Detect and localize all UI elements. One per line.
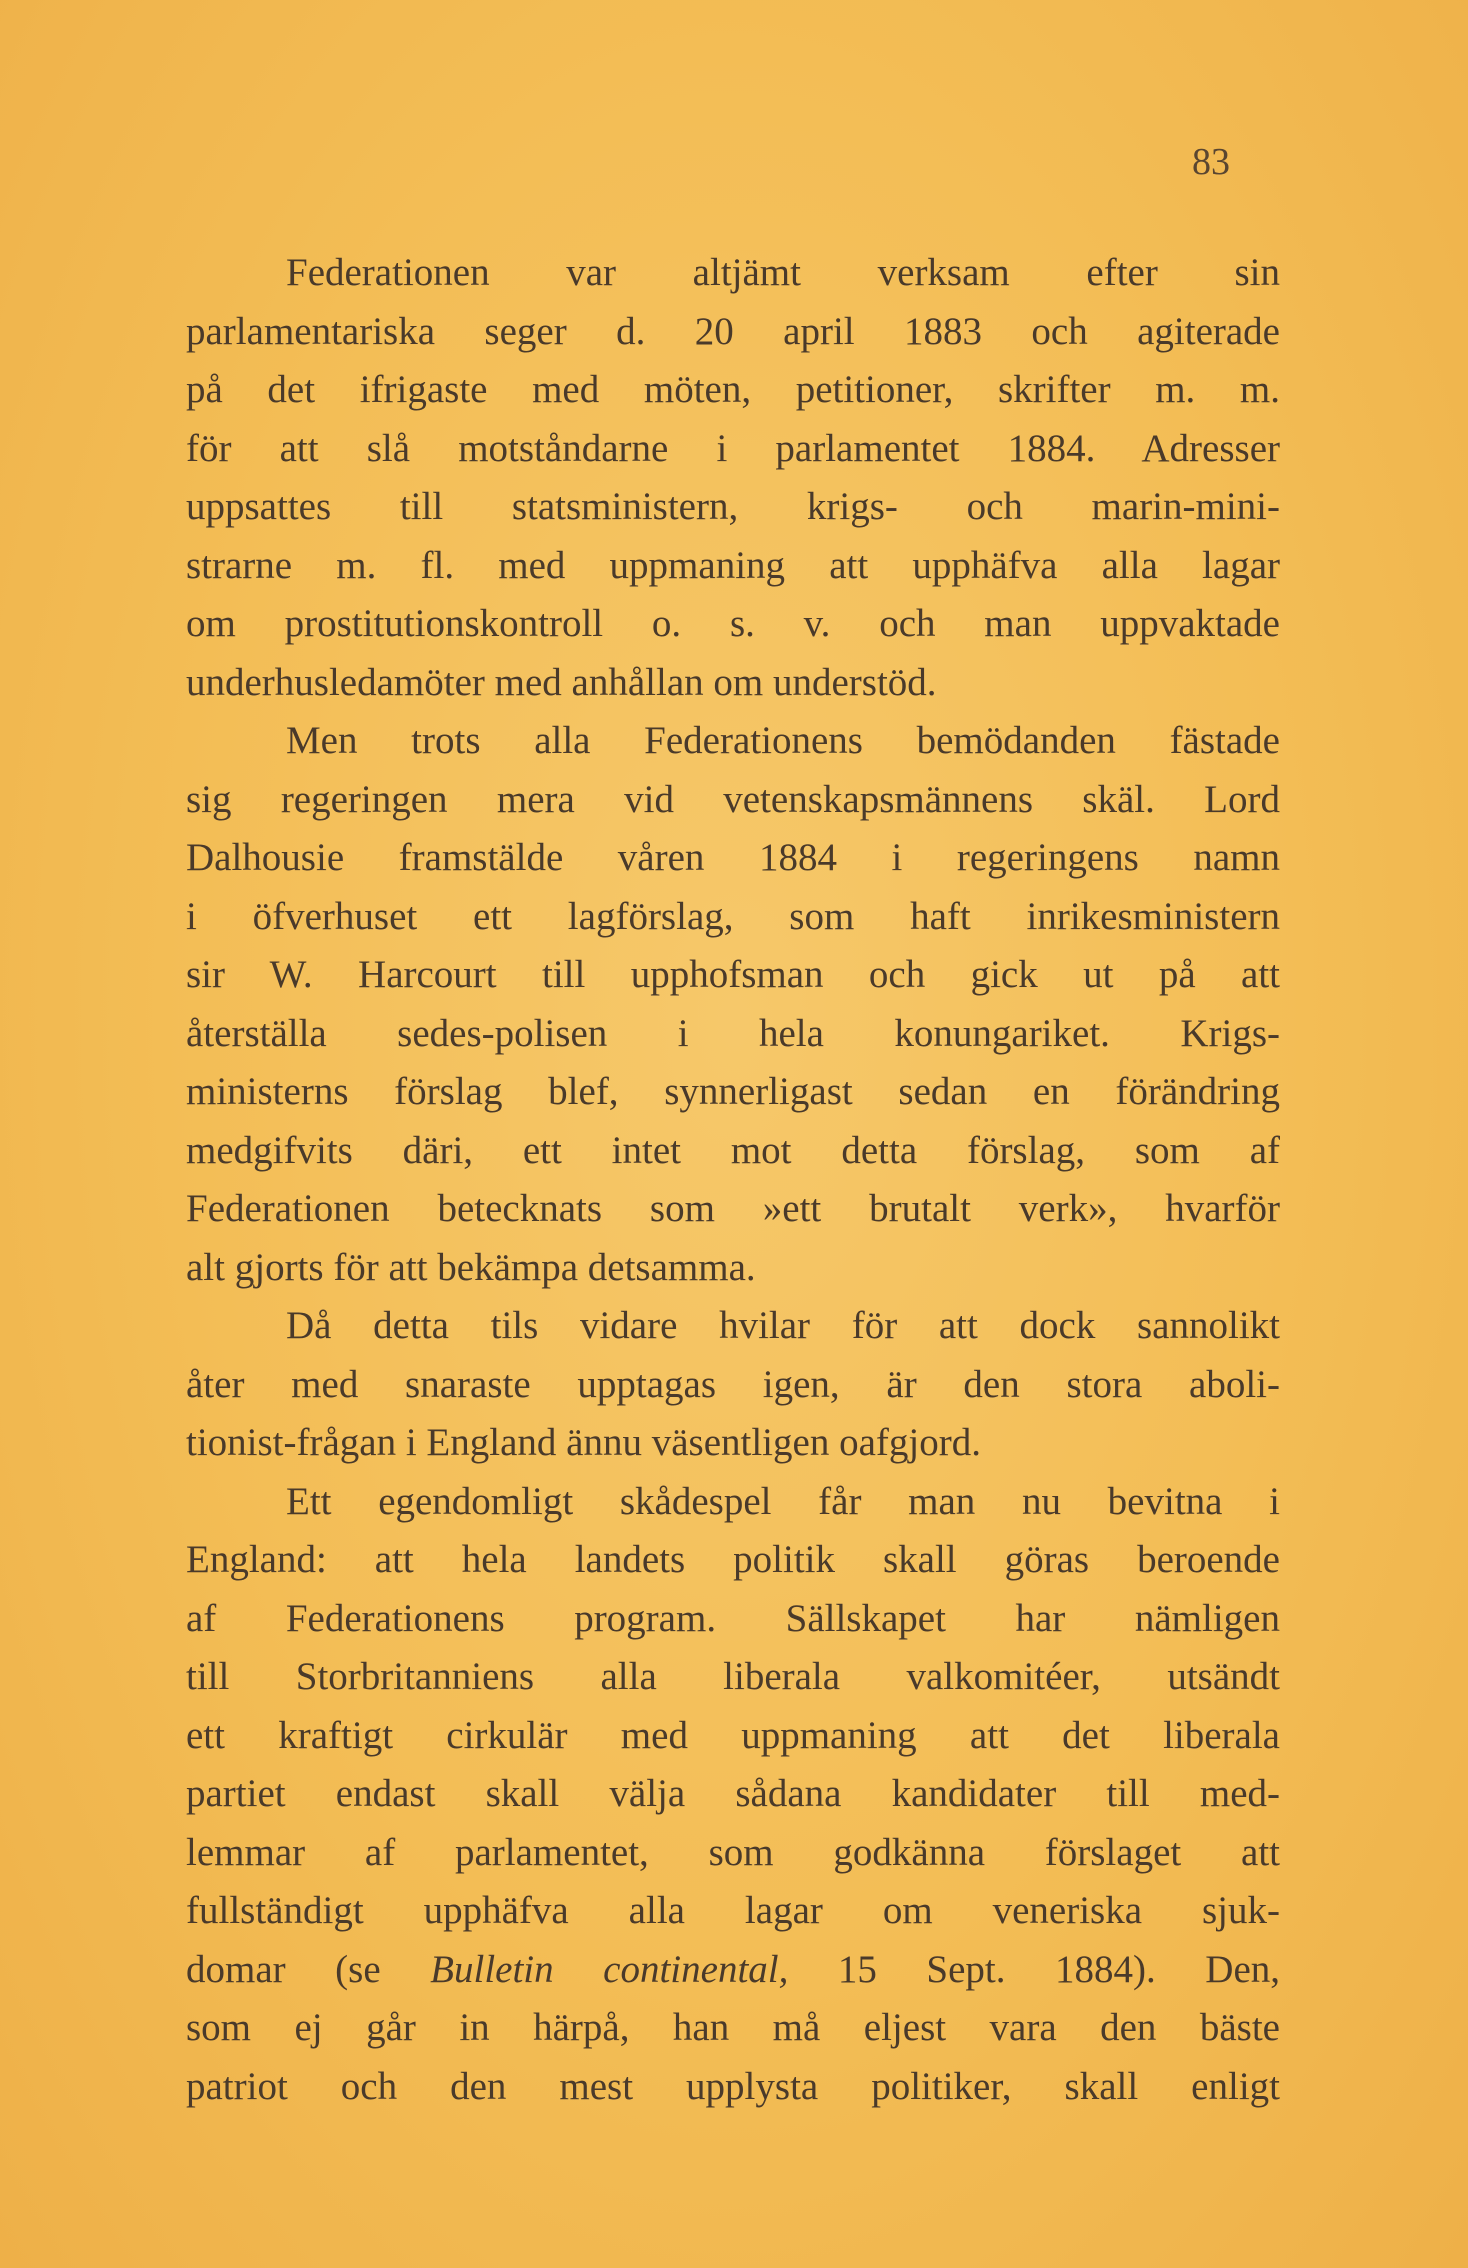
- text-line: partiet endast skall välja sådana kandidater till med-: [186, 1772, 1280, 1815]
- text-line: sig regeringen mera vid vetenskapsmännens skäl. Lord: [186, 777, 1280, 821]
- text-line: ett kraftigt cirkulär med uppmaning att det liberala: [186, 1713, 1280, 1757]
- text-line: [186, 1941, 1280, 2000]
- text-line: ministerns förslag blef, synnerligast sedan en förändring: [186, 1070, 1280, 1113]
- text-line: underhusledamöter med anhållan om understöd.: [186, 660, 937, 704]
- text-line: sir W. Harcourt till upphofsman och gick ut på att: [186, 953, 1280, 996]
- text-line: Men trots alla Federationens bemödanden fästade: [286, 719, 1280, 762]
- text-line: medgifvits däri, ett intet mot detta förslag, som af: [186, 1128, 1280, 1172]
- text-line: som ej går in härpå, han må eljest vara den bäste: [186, 2006, 1280, 2049]
- text-line: tionist-frågan i England ännu väsentligen oafgjord.: [186, 1421, 981, 1464]
- text-line: uppsattes till statsministern, krigs- och marin-mini-: [186, 485, 1280, 528]
- text-line: Federationen betecknats som »ett brutalt verk», hvarför: [186, 1187, 1280, 1230]
- text-segment: 15 Sept. 1884). Den,: [788, 1947, 1280, 1991]
- text-line: England: att hela landets politik skall göras beroende: [186, 1538, 1280, 1581]
- text-line: i öfverhuset ett lagförslag, som haft inrikesministern: [186, 894, 1280, 938]
- text-line: Ett egendomligt skådespel får man nu bevitna i: [286, 1479, 1280, 1523]
- text-line: strarne m. fl. med uppmaning att upphäfva alla lagar: [186, 543, 1280, 587]
- text-line: åter med snaraste upptagas igen, är den stora aboli-: [186, 1362, 1280, 1406]
- page-number: 83: [1192, 141, 1230, 183]
- text-segment: domar (se: [186, 1947, 431, 1991]
- text-line: Federationen var altjämt verksam efter sin: [286, 251, 1280, 294]
- italic-title: Bulletin continental,: [430, 1947, 789, 1991]
- text-line: Dalhousie framstälde våren 1884 i regeringens namn: [186, 836, 1280, 879]
- text-line: återställa sedes-polisen i hela konungariket. Krigs-: [186, 1011, 1280, 1055]
- text-line: om prostitutionskontroll o. s. v. och man uppvaktade: [186, 602, 1280, 645]
- text-line: alt gjorts för att bekämpa detsamma.: [186, 1245, 756, 1289]
- body-text: [186, 244, 1280, 2116]
- text-line: på det ifrigaste med möten, petitioner, skrifter m. m.: [186, 368, 1280, 411]
- text-line: parlamentariska seger d. 20 april 1883 och agiterade: [186, 309, 1280, 353]
- text-line: fullständigt upphäfva alla lagar om veneriska sjuk-: [186, 1889, 1280, 1932]
- text-line: patriot och den mest upplysta politiker, skall enligt: [186, 2064, 1280, 2108]
- text-line: för att slå motståndarne i parlamentet 1884. Adresser: [186, 426, 1280, 470]
- text-line: lemmar af parlamentet, som godkänna förslaget att: [186, 1830, 1280, 1874]
- text-line: Då detta tils vidare hvilar för att dock sannolikt: [286, 1304, 1280, 1347]
- text-line: till Storbritanniens alla liberala valkomitéer, utsändt: [186, 1655, 1280, 1698]
- text-line: af Federationens program. Sällskapet har nämligen: [186, 1596, 1280, 1640]
